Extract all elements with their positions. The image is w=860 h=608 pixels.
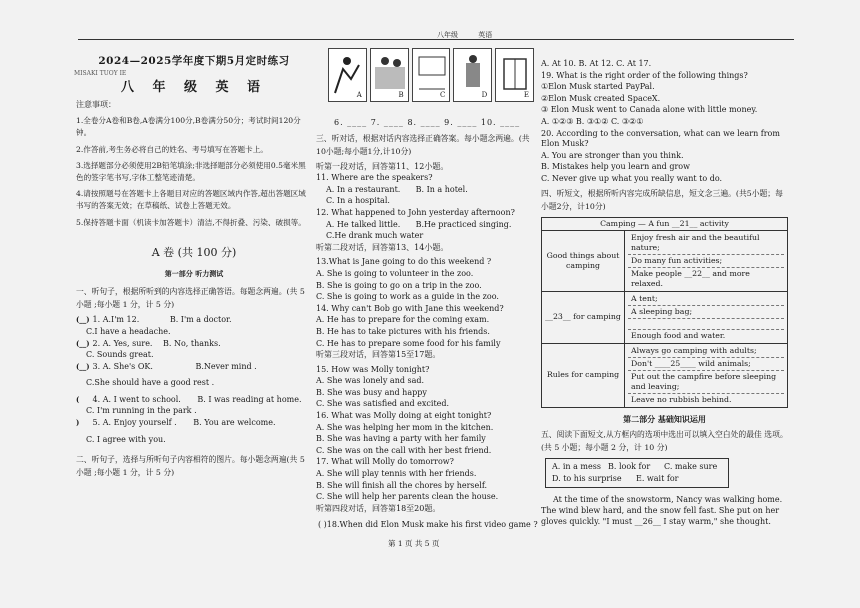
option-c: C. She will help her parents clean the house. [316, 492, 499, 502]
table-row [542, 291, 788, 343]
exam-stamp: MISAKI TUOY IE [74, 69, 127, 77]
picture-row [328, 48, 534, 114]
list-item: Don't ____25____ wild animals; [628, 358, 784, 371]
picture-label: B [398, 91, 404, 100]
question-20: 20. According to the conversation, what can we learn from Elon Musk? [541, 128, 780, 149]
dialog-3-instructions: 听第三段对话，回答第15至17题。 [316, 350, 441, 360]
picture-label: E [523, 91, 529, 100]
option-c: C. She is going to work as a guide in the zoo. [316, 292, 499, 302]
answer-bracket: (__) [76, 315, 90, 325]
question-19: 19. What is the right order of the following things? [541, 70, 748, 80]
question-number: 1. [92, 315, 101, 325]
word-option: B. look for [608, 462, 651, 472]
question-5 [76, 418, 312, 429]
list-item: A sleeping bag; [628, 306, 784, 319]
picture-d [453, 48, 492, 102]
picture-a [328, 48, 367, 102]
answer-blanks-6-10: 6. ____ 7. ____ 8. ____ 9. ____ 10. ____ [334, 118, 521, 127]
question-15: 15. How was Molly tonight? [316, 364, 430, 374]
column-right [541, 58, 788, 528]
list-item: Put out the campfire before sleeping and leaving; [628, 371, 784, 394]
list-item [628, 319, 784, 330]
option-c: C. He has to prepare some food for his family [316, 338, 501, 348]
note-item: 1.全卷分A卷和B卷,A卷满分100分,B卷满分50分；考试时间120分钟。 [76, 116, 301, 137]
answer-bracket: ) [76, 418, 80, 428]
option-a: A. You are stronger than you think. [541, 150, 684, 160]
row-items [625, 343, 788, 407]
question-12-options [316, 220, 534, 231]
passage-text: At the time of the snowstorm, Nancy was walking home. The wind blew hard, and the snow fell fast. She put on her gloves quickly. "I must __26__ I stay warm," she thought. [541, 495, 783, 527]
row-label: __23__ for camping [542, 291, 625, 343]
page-number: 第 1 页 共 5 页 [388, 539, 440, 548]
question-number: 5. [92, 418, 101, 428]
option-b: B. I'm a doctor. [169, 315, 232, 325]
header-rule [78, 39, 794, 40]
list-item: Leave no rubbish behind. [631, 394, 732, 404]
note-item: 5.保持答题卡面（机读卡加答题卡）清洁,不得折叠、污染、破损等。 [76, 217, 306, 227]
list-item: Make people __22__ and more relaxed. [631, 268, 750, 288]
option-b: B. I was reading at home. [197, 394, 302, 404]
section1-instructions: 一、听句子，根据所听到的内容选择正确答语。每题念两遍。(共 5 小题 ;每小题 1 分，计 5 分) [76, 287, 305, 310]
option-b: B. You are welcome. [193, 418, 276, 428]
word-option: A. in a mess [552, 462, 601, 472]
option-a: A. I went to school. [102, 394, 181, 404]
option-c: C. She was satisfied and excited. [316, 399, 450, 409]
list-item: Enjoy fresh air and the beautiful nature; [628, 232, 784, 255]
option-b: B. She was having a party with her family [316, 434, 486, 444]
section4-instructions: 四、听短文，根据所听内容完成所缺信息，短文念三遍。(共5小题；每小题2分，计10分) [541, 188, 783, 211]
option-a: A. He has to prepare for the coming exam. [316, 315, 490, 325]
volume-a-title: A 卷 (共 100 分) [151, 246, 237, 260]
section3-instructions: 三、听对话，根据对话内容选择正确答案。每小题念两遍。(共10小题;每小题1分,计10分) [316, 133, 530, 156]
picture-e [495, 48, 534, 102]
picture-b [370, 48, 409, 102]
question-1 [76, 315, 312, 326]
header-grade: 八年级 [437, 31, 458, 39]
option-b: B.Never mind . [195, 361, 257, 371]
picture-label: D [481, 91, 488, 100]
table-row [542, 343, 788, 407]
column-middle [316, 48, 534, 515]
part2-title: 第二部分 基础知识运用 [623, 413, 706, 424]
list-item: A tent; [628, 293, 784, 306]
word-option: D. to his surprise [552, 474, 622, 484]
answer-bracket: (__) [76, 361, 90, 371]
table-title: Camping — A fun __21__ activity [542, 217, 788, 230]
answer-bracket: (__) [76, 338, 90, 348]
question-13: 13.What is Jane going to do this weekend ? [316, 257, 492, 267]
option-b: B. She was busy and happy [316, 387, 427, 397]
section5-instructions: 五、阅读下面短文,从方框内的选项中选出可以填入空白处的最佳 选项。(共 5 小题；每小题 2 分，计 10 分) [541, 430, 788, 453]
question-11: 11. Where are the speakers? [316, 173, 433, 183]
question-19-item: ①Elon Musk started PayPal. [541, 82, 655, 92]
question-number: 3. [92, 361, 101, 371]
notes-heading: 注意事项： [76, 99, 116, 109]
option-a: A. He talked little. [326, 219, 401, 229]
option-c: C. I'm running in the park . [86, 406, 197, 416]
option-c: C.I have a headache. [86, 326, 171, 336]
row-items [625, 291, 788, 343]
question-16: 16. What was Molly doing at eight tonight? [316, 411, 492, 421]
row-label: Rules for camping [542, 343, 625, 407]
option-a: A. She's OK. [102, 361, 153, 371]
question-17: 17. What will Molly do tomorrow? [316, 457, 454, 467]
question-11-options [316, 185, 534, 196]
option-a: A. She is going to volunteer in the zoo. [316, 268, 474, 278]
option-c: C.He drank much water [326, 231, 424, 241]
question-number: 2. [92, 338, 101, 348]
word-box [545, 458, 729, 488]
exam-title: 2024—2025学年度下期5月定时练习 [98, 55, 290, 67]
option-a: A. She was lonely and sad. [316, 376, 425, 386]
row-label: Good things about camping [542, 230, 625, 291]
option-c: C. I agree with you. [86, 434, 166, 444]
camping-table [541, 217, 788, 408]
question-19-item: ②Elon Musk created SpaceX. [541, 93, 661, 103]
section2-instructions: 二、听句子，选择与所听句子内容相符的图片。每小题念两遍(共 5 小题 ;每小题 1 分，计 5 分) [76, 455, 305, 478]
note-item: 2.作答前,考生务必将自己的姓名、考号填写在答题卡上。 [76, 144, 268, 154]
list-item: Do many fun activities; [628, 255, 784, 268]
option-b: B. She is going to go on a trip in the zoo. [316, 280, 482, 290]
word-option: C. make sure [664, 462, 718, 472]
option-a: A. She will play tennis with her friends. [316, 469, 477, 479]
option-b: B. She will finish all the chores by herself. [316, 480, 488, 490]
header-subject: 英语 [478, 31, 493, 39]
question-18: ( )18.When did Elon Musk make his first video game ? [318, 520, 538, 529]
question-19-options: A. ①②③ B. ③①② C. ③②① [541, 116, 644, 126]
question-number: 4. [92, 394, 101, 404]
option-c: C. Never give up what you really want to do. [541, 173, 723, 183]
option-a: A. Yes, sure. [102, 338, 153, 348]
option-a: A. She was helping her mom in the kitchen. [316, 422, 494, 432]
option-c: C. She was on the call with her best friend. [316, 445, 492, 455]
table-row [542, 230, 788, 291]
question-2 [76, 339, 312, 350]
question-18-options: A. At 10. B. At 12. C. At 17. [541, 59, 652, 68]
picture-label: C [440, 91, 446, 100]
option-b: B.He practiced singing. [415, 219, 512, 229]
option-c: C. In a hospital. [326, 196, 390, 206]
question-4 [76, 395, 312, 406]
picture-label: A [356, 91, 362, 100]
option-c: C.She should have a good rest . [86, 378, 215, 388]
dialog-4-instructions: 听第四段对话，回答第18至20题。 [316, 503, 441, 513]
option-c: C. Sounds great. [86, 350, 154, 360]
answer-bracket: ( [76, 394, 80, 404]
note-item: 4.请按照题号在答题卡上各题目对应的答题区域内作答,超出答题区域书写的答案无效；在草稿纸、试卷上答题无效。 [76, 189, 306, 210]
part1-title: 第一部分 听力测试 [164, 268, 224, 278]
list-item: Enough food and water. [631, 330, 726, 340]
subject-title: 八 年 级 英 语 [120, 80, 268, 96]
option-b: B. In a hotel. [415, 184, 468, 194]
dialog-1-instructions: 听第一段对话，回答第11、12小题。 [316, 161, 449, 171]
note-item: 3.选择题部分必须使用2B铅笔填涂;非选择题部分必须使用0.5毫米黑色的签字笔书写,字体工整笔迹清楚。 [76, 161, 306, 182]
picture-c [412, 48, 451, 102]
row-items [625, 230, 788, 291]
option-b: B. Mistakes help you learn and grow [541, 162, 690, 172]
option-a: A. Enjoy yourself . [102, 418, 177, 428]
list-item: Always go camping with adults; [628, 345, 784, 358]
word-option: E. wait for [636, 474, 679, 484]
dialog-2-instructions: 听第二段对话，回答第13、14小题。 [316, 242, 449, 252]
option-b: B. No, thanks. [163, 338, 221, 348]
column-left [76, 48, 312, 483]
option-a: A.I'm 12. [102, 315, 140, 325]
question-14: 14. Why can't Bob go with Jane this weekend? [316, 303, 504, 313]
question-3 [76, 362, 312, 373]
question-19-item: ③ Elon Musk went to Canada alone with little money. [541, 105, 758, 115]
option-a: A. In a restaurant. [326, 184, 401, 194]
option-b: B. He has to take pictures with his friends. [316, 326, 490, 336]
question-12: 12. What happened to John yesterday afternoon? [316, 207, 515, 217]
page-header [437, 30, 510, 40]
